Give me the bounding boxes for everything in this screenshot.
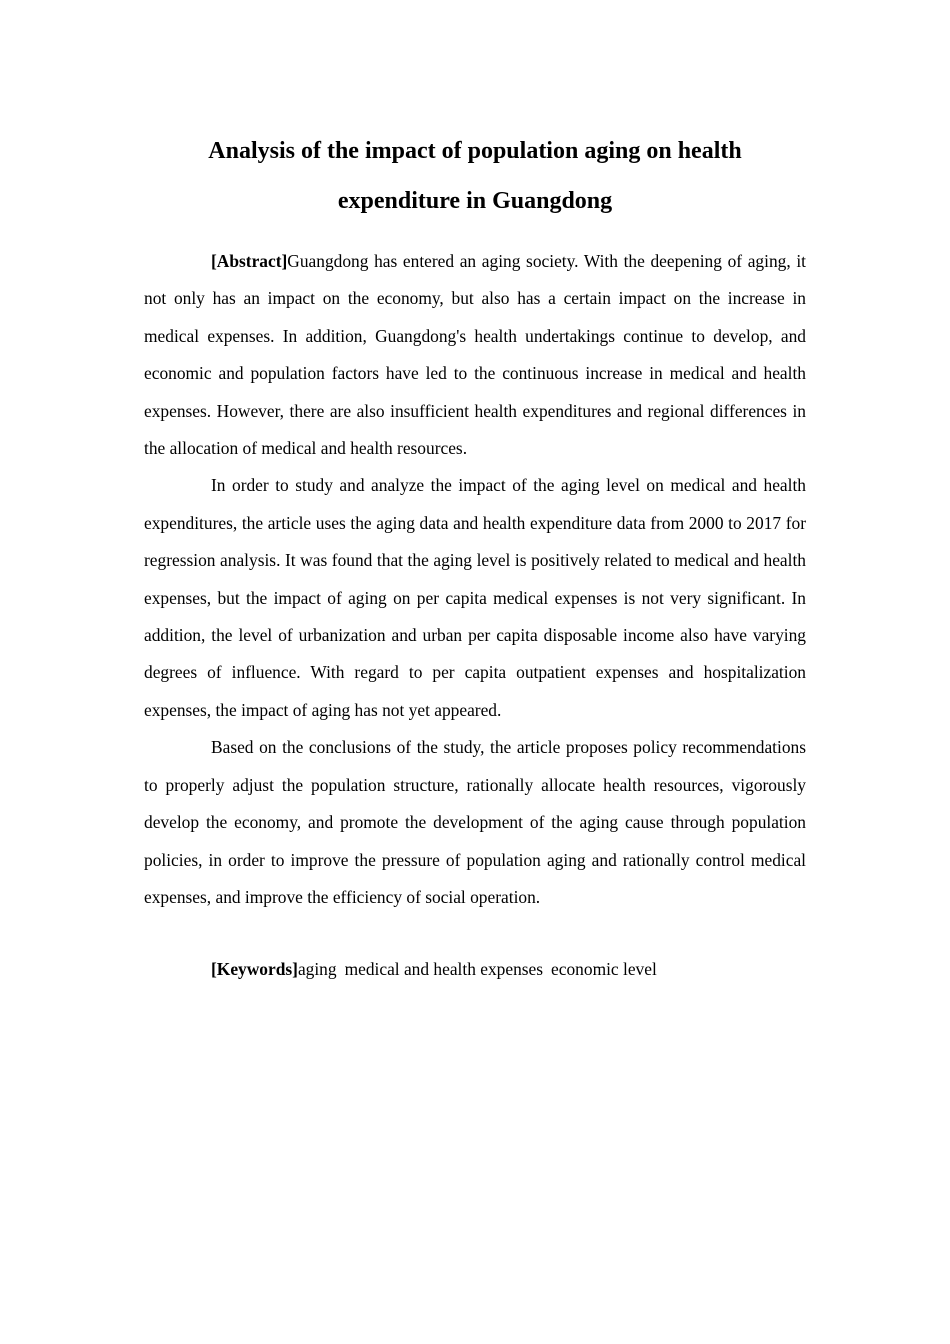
keyword-item: aging [297,959,337,980]
keyword-item: economic level [551,959,657,980]
abstract-paragraph-1 [144,243,806,467]
paper-title-line-2: expenditure in Guangdong [337,188,613,214]
abstract-paragraph-2: In order to study and analyze the impact of the aging level on medical and health expenditures, the article uses the aging data and health expenditure data from 2000 to 2017 for regression analysis. It was found that the aging level is positively related to medical and health expenses, but the impact of aging on per capita medical expenses is not very significant. In addition, the level of urbanization and urban per capita disposable income also have varying degrees of influence. With regard to per capita outpatient expenses and hospitalization expenses, the impact of aging has not yet appeared. [144,475,806,720]
abstract-paragraph-3: Based on the conclusions of the study, the article proposes policy recommendations to properly adjust the population structure, rationally allocate health resources, vigorously develop the economy, and promote the development of the aging cause through population policies, in order to improve the pressure of population aging and rationally control medical expenses, and improve the efficiency of social operation. [144,737,806,907]
paper-title [150,126,800,226]
abstract-section [144,243,806,989]
keyword-item: medical and health expenses [344,959,544,980]
keywords-label: [Keywords] [211,959,298,980]
abstract-paragraph-1-text: Guangdong has entered an aging society. With the deepening of aging, it not only has an impact on the economy, but also has a certain impact on the increase in medical expenses. In addition, Guangdong's health undertakings continue to develop, and economic and population factors have led to the continuous increase in medical and health expenses. However, there are also insufficient health expenditures and regional differences in the allocation of medical and health resources. [144,251,806,459]
keywords-line [144,951,806,988]
paper-title-line-1: Analysis of the impact of population aging on health [208,138,742,164]
abstract-label: [Abstract] [211,251,288,271]
